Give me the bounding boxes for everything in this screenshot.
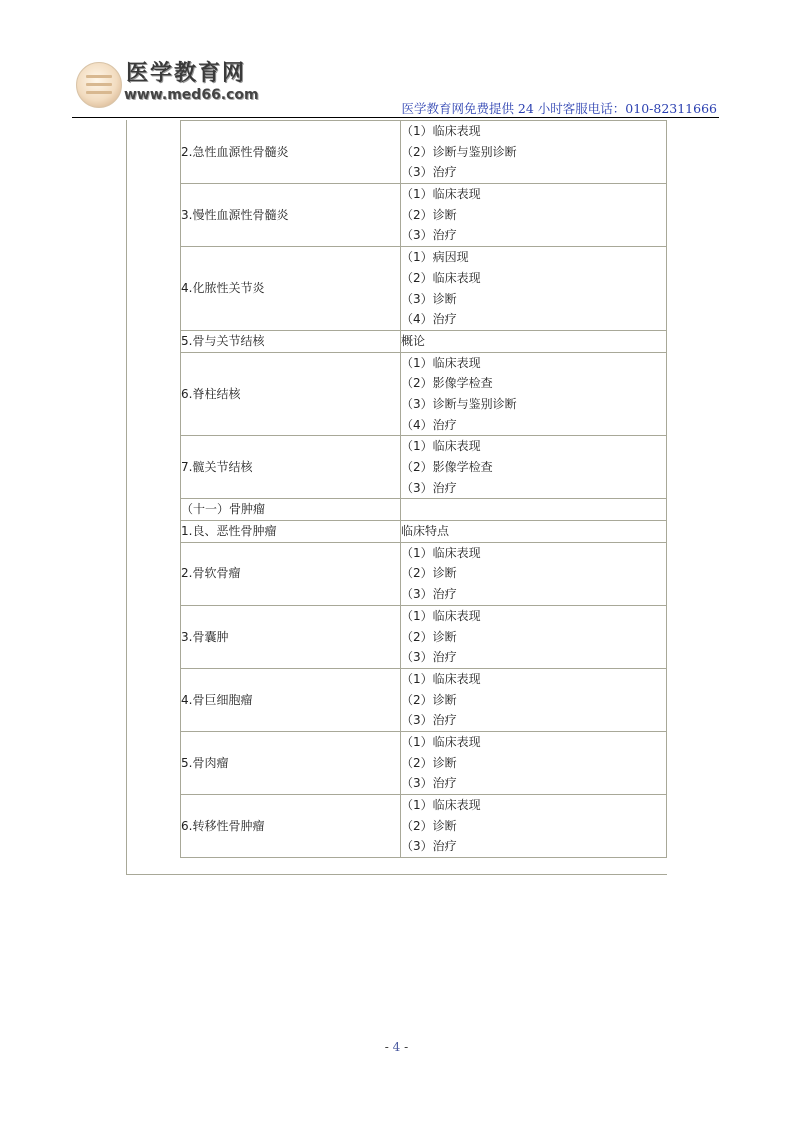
detail-item: 概论	[401, 333, 426, 348]
detail-item: （2）诊断	[401, 755, 457, 770]
detail-item: （2）诊断	[401, 818, 457, 833]
table-row	[181, 330, 667, 352]
detail-cell	[401, 184, 667, 247]
topic-cell: 6.转移性骨肿瘤	[181, 795, 401, 858]
detail-cell	[401, 247, 667, 331]
site-logo	[76, 61, 259, 108]
topic-cell: 6.脊柱结核	[181, 352, 401, 436]
table-row	[181, 795, 667, 858]
detail-item: （3）治疗	[401, 228, 457, 243]
detail-cell	[401, 542, 667, 605]
detail-item: （1）临床表现	[401, 545, 481, 560]
topic-cell: 3.慢性血源性骨髓炎	[181, 184, 401, 247]
detail-cell	[401, 731, 667, 794]
detail-item: （1）临床表现	[401, 734, 481, 749]
topic-cell: 2.急性血源性骨髓炎	[181, 121, 401, 184]
detail-item: （2）影像学检查	[401, 460, 493, 475]
detail-item: （2）诊断	[401, 629, 457, 644]
detail-cell	[401, 499, 667, 521]
topic-cell: 2.骨软骨瘤	[181, 542, 401, 605]
header-hotline-note: 医学教育网免费提供 24 小时客服电话：010-82311666	[401, 101, 717, 116]
topic-cell: 5.骨肉瘤	[181, 731, 401, 794]
logo-url: www.med66.com	[124, 87, 259, 103]
detail-cell	[401, 795, 667, 858]
detail-item: （3）治疗	[401, 165, 457, 180]
detail-item: （2）诊断与鉴别诊断	[401, 144, 517, 159]
table-row	[181, 499, 667, 521]
page-number-value: 4	[392, 1040, 401, 1054]
table-row	[181, 542, 667, 605]
topic-cell: 1.良、恶性骨肿瘤	[181, 521, 401, 543]
table-row	[181, 352, 667, 436]
topic-cell: 5.骨与关节结核	[181, 330, 401, 352]
detail-item: （3）治疗	[401, 650, 457, 665]
table-row	[181, 184, 667, 247]
detail-cell	[401, 436, 667, 499]
table-row	[181, 436, 667, 499]
detail-item: （1）临床表现	[401, 355, 481, 370]
detail-item: （3）诊断与鉴别诊断	[401, 396, 517, 411]
medical-education-logo-icon	[76, 62, 122, 108]
syllabus-table	[180, 120, 667, 858]
table-row	[181, 521, 667, 543]
detail-cell	[401, 121, 667, 184]
detail-cell	[401, 330, 667, 352]
table-row	[181, 605, 667, 668]
topic-cell: 4.骨巨细胞瘤	[181, 668, 401, 731]
detail-item: （2）临床表现	[401, 270, 481, 285]
detail-cell	[401, 605, 667, 668]
detail-cell	[401, 521, 667, 543]
detail-item: （3）治疗	[401, 839, 457, 854]
detail-item: （1）临床表现	[401, 798, 481, 813]
detail-item: （1）临床表现	[401, 608, 481, 623]
detail-item: （4）治疗	[401, 417, 457, 432]
detail-item: （3）治疗	[401, 713, 457, 728]
detail-item: （2）影像学检查	[401, 376, 493, 391]
logo-title: 医学教育网	[126, 61, 247, 86]
detail-item: （1）临床表现	[401, 671, 481, 686]
detail-item: （3）治疗	[401, 587, 457, 602]
detail-item: （1）临床表现	[401, 187, 481, 202]
header-divider	[72, 117, 719, 118]
table-row	[181, 121, 667, 184]
detail-cell	[401, 352, 667, 436]
detail-item: （3）诊断	[401, 291, 457, 306]
topic-cell: 3.骨囊肿	[181, 605, 401, 668]
table-row	[181, 731, 667, 794]
detail-cell	[401, 668, 667, 731]
table-row	[181, 668, 667, 731]
detail-item: （2）诊断	[401, 692, 457, 707]
detail-item: （1）临床表现	[401, 124, 481, 138]
detail-item: （4）治疗	[401, 312, 457, 327]
detail-item: （3）治疗	[401, 776, 457, 791]
table-row	[181, 247, 667, 331]
topic-cell: 4.化脓性关节炎	[181, 247, 401, 331]
detail-item: （1）临床表现	[401, 439, 481, 454]
topic-cell: 7.髋关节结核	[181, 436, 401, 499]
detail-item: （2）诊断	[401, 207, 457, 222]
detail-item: 临床特点	[401, 524, 450, 539]
detail-item: （3）治疗	[401, 480, 457, 495]
detail-item: （2）诊断	[401, 566, 457, 581]
topic-cell: （十一）骨肿瘤	[181, 499, 401, 521]
detail-item	[401, 499, 666, 520]
detail-item: （1）病因现	[401, 250, 469, 265]
page-number: - 4 -	[384, 1040, 409, 1054]
